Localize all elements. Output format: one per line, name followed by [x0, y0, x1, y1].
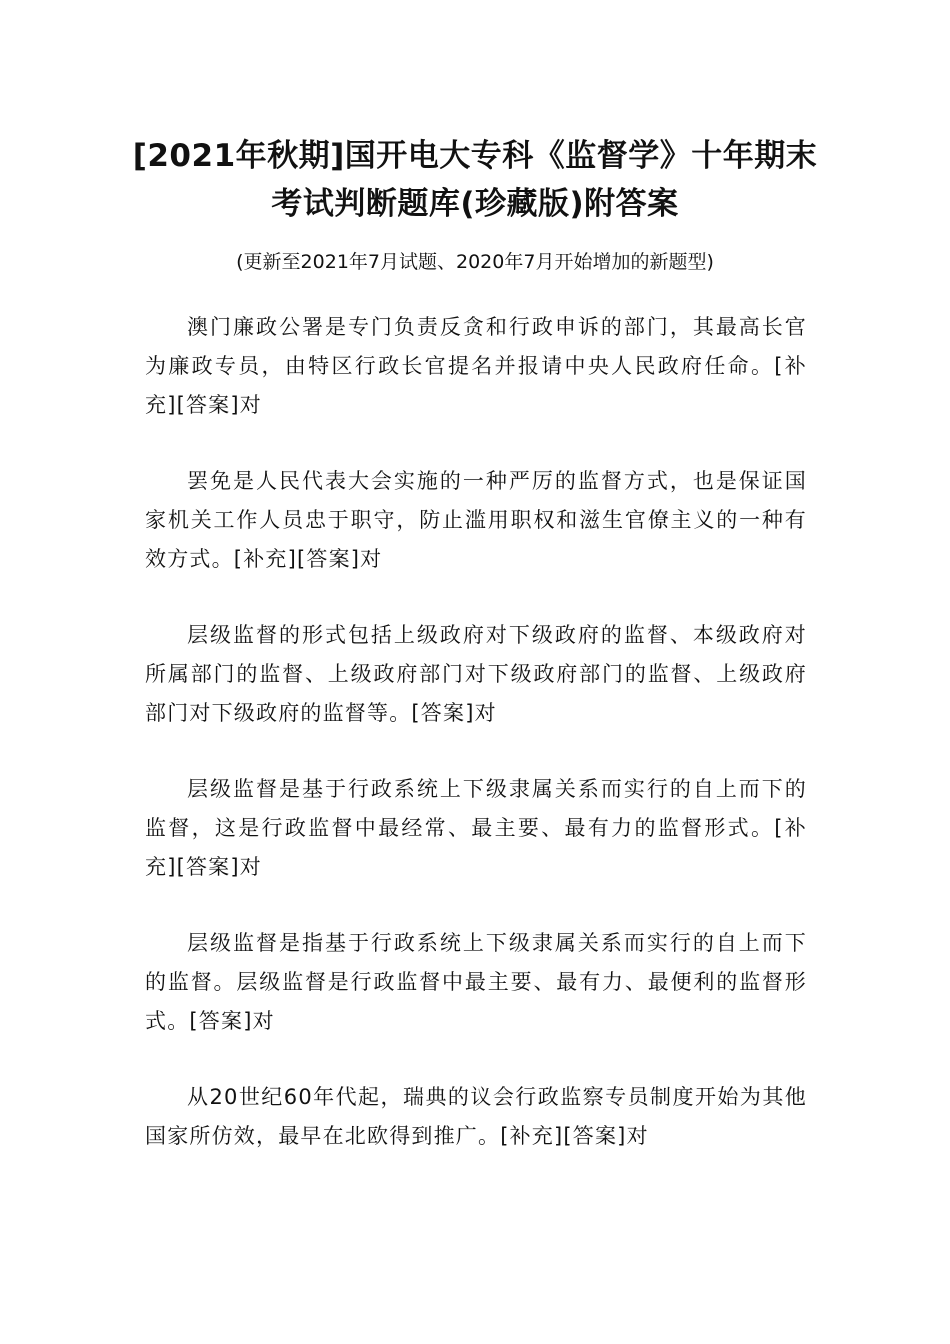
- document-subtitle: (更新至2021年7月试题、2020年7月开始增加的新题型): [236, 251, 714, 273]
- question-item: 层级监督的形式包括上级政府对下级政府的监督、本级政府对所属部门的监督、上级政府部门对下级政府部门的监督、上级政府部门对下级政府的监督等。[答案]对: [145, 623, 807, 725]
- question-list: [145, 308, 807, 1193]
- question-item: 罢免是人民代表大会实施的一种严厉的监督方式，也是保证国家机关工作人员忠于职守，防止滥用职权和滋生官僚主义的一种有效方式。[补充][答案]对: [145, 469, 807, 571]
- question-item: 从20世纪60年代起，瑞典的议会行政监察专员制度开始为其他国家所仿效，最早在北欧得到推广。[补充][答案]对: [145, 1085, 807, 1148]
- document-title: [2021年秋期]国开电大专科《监督学》十年期末考试判断题库(珍藏版)附答案: [132, 138, 818, 222]
- question-item: 层级监督是指基于行政系统上下级隶属关系而实行的自上而下的监督。层级监督是行政监督中最主要、最有力、最便利的监督形式。[答案]对: [145, 931, 807, 1033]
- question-item: 澳门廉政公署是专门负责反贪和行政申诉的部门，其最高长官为廉政专员，由特区行政长官提名并报请中央人民政府任命。[补充][答案]对: [145, 315, 807, 417]
- question-item: 层级监督是基于行政系统上下级隶属关系而实行的自上而下的监督，这是行政监督中最经常、最主要、最有力的监督形式。[补充][答案]对: [145, 777, 807, 879]
